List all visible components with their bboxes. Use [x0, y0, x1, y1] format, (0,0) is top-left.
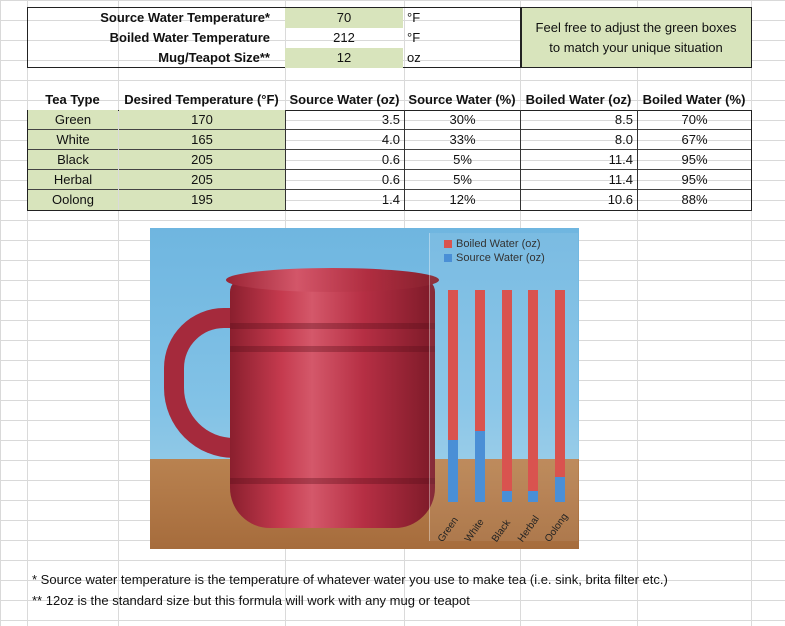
- cell-boiled-oz: 8.0: [521, 130, 637, 150]
- hint-line-2: to match your unique situation: [549, 40, 723, 55]
- x-tick-label: Black: [490, 517, 514, 545]
- mug-rim: [226, 268, 439, 292]
- boiled-temp-unit: °F: [407, 30, 421, 45]
- legend-label-boiled: Boiled Water (oz): [456, 238, 541, 250]
- footnote-source-temp: * Source water temperature is the temperature of whatever water you use to make tea (i.e. sink, brita filter etc.): [32, 572, 668, 587]
- x-tick-label: Green: [436, 515, 461, 545]
- boiled-temp-value[interactable]: 212: [333, 30, 355, 45]
- cell-tea-type[interactable]: Green: [28, 110, 118, 130]
- mug-band: [230, 323, 435, 329]
- cell-source-oz: 0.6: [286, 170, 404, 190]
- cell-source-pct: 30%: [405, 110, 520, 130]
- col-header-desired-temp: Desired Temperature (°F): [124, 92, 279, 107]
- bar-source-black: [502, 491, 512, 502]
- mug-band: [230, 478, 435, 484]
- bar-boiled-black: [502, 290, 512, 491]
- mug-size-label: Mug/Teapot Size**: [158, 50, 270, 65]
- cell-boiled-pct: 95%: [638, 170, 751, 190]
- chart-legend: [444, 237, 545, 265]
- source-temp-unit: °F: [407, 10, 421, 25]
- legend-item-source: [444, 251, 545, 265]
- bar-source-oolong: [555, 477, 565, 502]
- mug-size-input[interactable]: 12: [285, 48, 403, 68]
- x-tick-label: Oolong: [543, 511, 571, 545]
- cell-tea-type[interactable]: White: [28, 130, 118, 150]
- bar-boiled-herbal: [528, 290, 538, 491]
- cell-desired-temp[interactable]: 205: [119, 170, 285, 190]
- cell-source-pct: 5%: [405, 170, 520, 190]
- cell-source-oz: 4.0: [286, 130, 404, 150]
- cell-source-pct: 12%: [449, 192, 476, 207]
- bar-boiled-green: [448, 290, 458, 440]
- legend-item-boiled: [444, 237, 545, 251]
- footnote-mug-size: ** 12oz is the standard size but this formula will work with any mug or teapot: [32, 593, 470, 608]
- legend-swatch-source: [444, 254, 452, 262]
- cell-desired-temp[interactable]: 205: [119, 150, 285, 170]
- cell-boiled-pct: 88%: [681, 192, 708, 207]
- cell-boiled-pct: 67%: [638, 130, 751, 150]
- cell-boiled-oz: 11.4: [521, 150, 637, 170]
- col-header-source-pct: Source Water (%): [408, 92, 516, 107]
- boiled-temp-label: Boiled Water Temperature: [109, 30, 270, 45]
- mug-band: [230, 346, 435, 352]
- mug-photo-chart: [150, 228, 579, 549]
- bar-source-green: [448, 440, 458, 502]
- hint-box: [521, 7, 752, 68]
- col-header-source-oz: Source Water (oz): [289, 92, 400, 107]
- legend-swatch-boiled: [444, 240, 452, 248]
- cell-source-oz: 1.4: [381, 192, 400, 207]
- cell-tea-type[interactable]: Oolong: [28, 190, 118, 210]
- col-header-boiled-oz: Boiled Water (oz): [525, 92, 632, 107]
- x-tick-label: Herbal: [516, 513, 542, 545]
- cell-boiled-oz: 8.5: [521, 110, 637, 130]
- hint-line-1: Feel free to adjust the green boxes: [535, 20, 737, 35]
- legend-label-source: Source Water (oz): [456, 252, 545, 264]
- mug-body: [230, 278, 435, 528]
- cell-source-pct: 5%: [405, 150, 520, 170]
- cell-boiled-pct: 70%: [638, 110, 751, 130]
- x-tick-label: White: [463, 517, 487, 545]
- cell-desired-temp[interactable]: 165: [119, 130, 285, 150]
- bar-boiled-oolong: [555, 290, 565, 477]
- cell-desired-temp[interactable]: 195: [119, 190, 285, 210]
- cell-desired-temp[interactable]: 170: [119, 110, 285, 130]
- cell-source-pct: 33%: [405, 130, 520, 150]
- cell-boiled-oz: 10.6: [607, 192, 633, 207]
- bar-boiled-white: [475, 290, 485, 431]
- cell-tea-type[interactable]: Herbal: [28, 170, 118, 190]
- source-temp-input[interactable]: 70: [285, 8, 403, 28]
- cell-boiled-oz: 11.4: [521, 170, 637, 190]
- cell-tea-type[interactable]: Black: [28, 150, 118, 170]
- bar-source-herbal: [528, 491, 538, 502]
- cell-source-oz: 0.6: [286, 150, 404, 170]
- bar-source-white: [475, 431, 485, 502]
- col-header-tea-type: Tea Type: [45, 92, 100, 107]
- mug-size-unit: oz: [407, 50, 421, 65]
- source-temp-label: Source Water Temperature*: [100, 10, 270, 25]
- cell-boiled-pct: 95%: [638, 150, 751, 170]
- col-header-boiled-pct: Boiled Water (%): [642, 92, 746, 107]
- cell-source-oz: 3.5: [286, 110, 404, 130]
